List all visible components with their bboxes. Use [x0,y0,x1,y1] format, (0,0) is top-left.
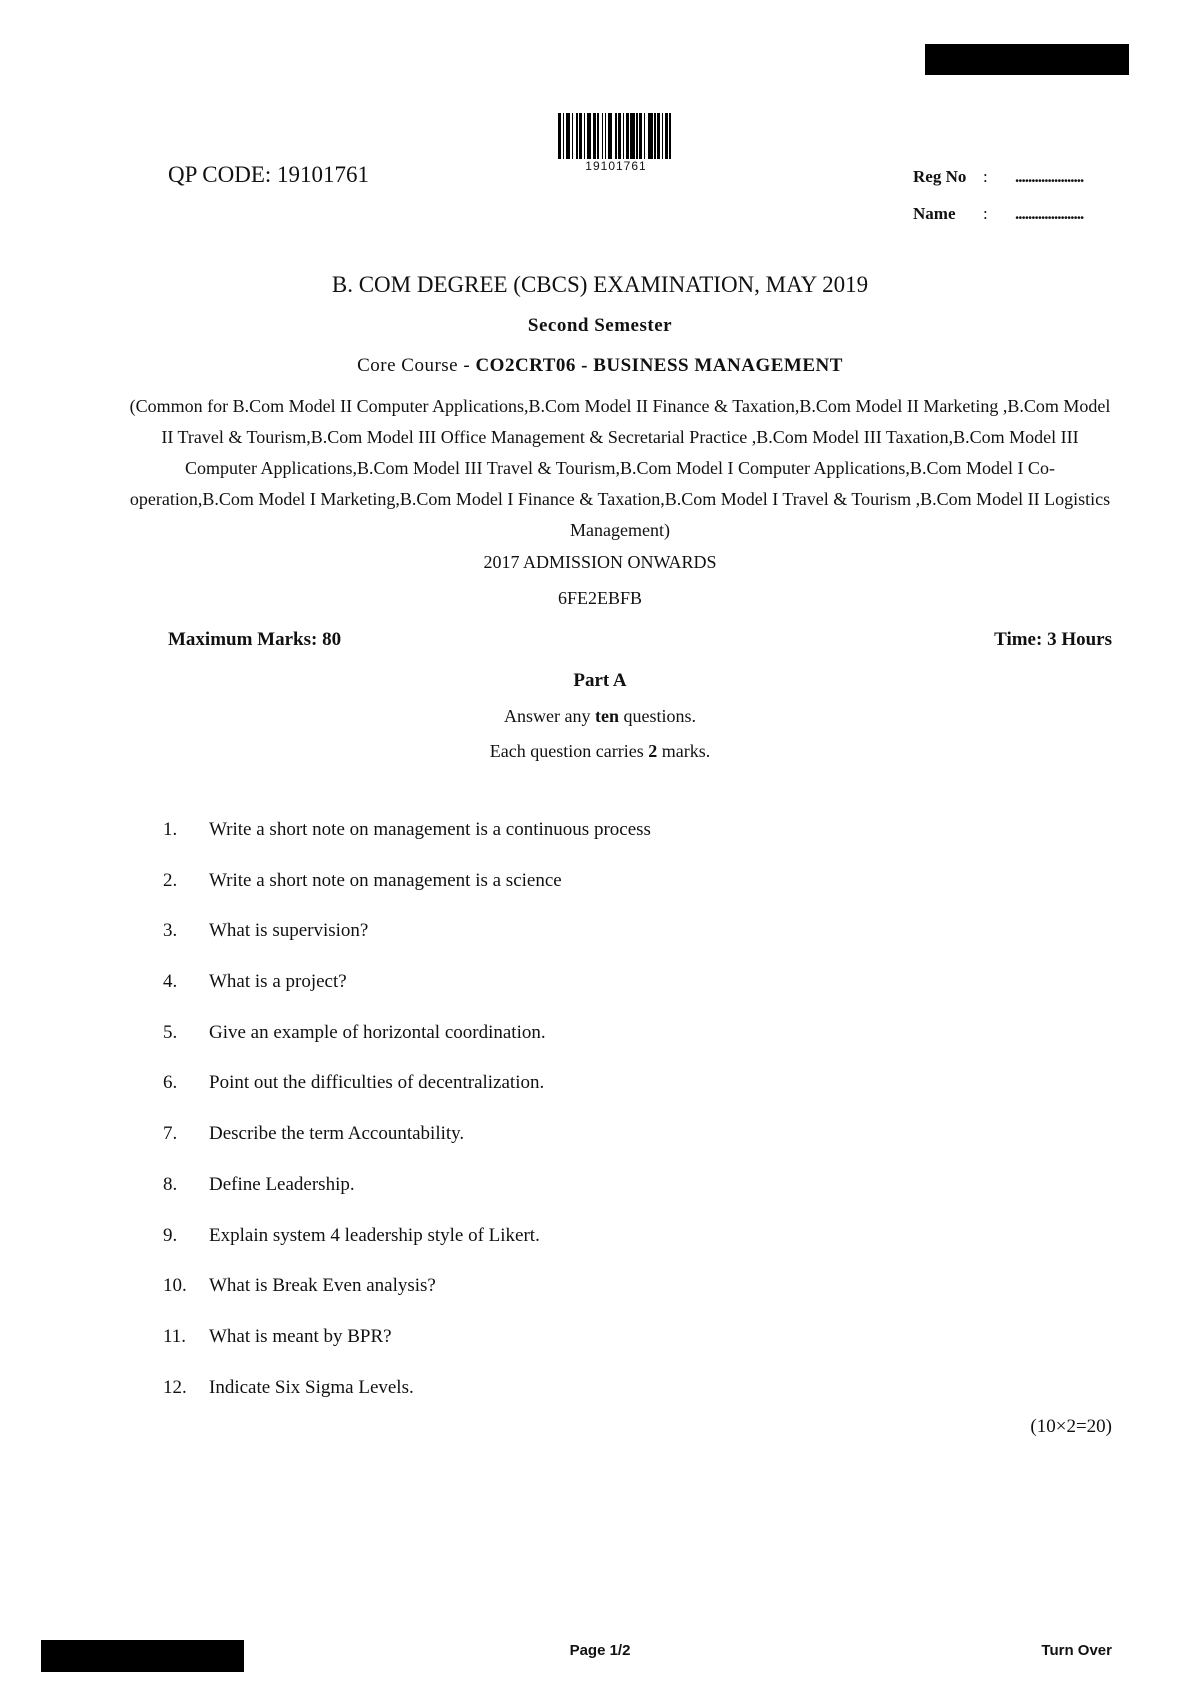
question-item [163,1377,651,1428]
question-item [163,870,651,921]
course-prefix: Core Course - [357,355,476,376]
redaction-bar-top-right [925,44,1129,75]
part-a-marks-instruction [120,741,1080,762]
question-number: 8. [163,1173,178,1195]
instruction-text-end: questions. [618,706,696,726]
exam-title: B. COM DEGREE (CBCS) EXAMINATION, MAY 2019 [331,272,869,297]
barcode-image [558,113,674,159]
question-number: 6. [163,1072,178,1094]
question-number: 9. [163,1224,178,1246]
barcode-number: 19101761 [585,159,647,173]
admission-line: 2017 ADMISSION ONWARDS [483,552,717,572]
question-number: 12. [163,1376,187,1398]
question-text: Describe the term Accountability. [209,1123,465,1145]
marks-text-end: marks. [657,741,711,761]
question-number: 11. [163,1325,187,1347]
question-number: 2. [163,869,178,891]
course-code-name: CO2CRT06 - BUSINESS MANAGEMENT [475,355,843,376]
turn-over-label: Turn Over [1041,1642,1112,1659]
question-number: 5. [163,1021,178,1043]
question-item [163,1022,651,1073]
question-number: 4. [163,971,178,993]
paper-code: 6FE2EBFB [557,588,643,608]
question-text: What is supervision? [209,920,369,942]
question-number: 1. [163,819,178,840]
marks-text: Each question carries [489,741,649,761]
page-number: Page 1/2 [569,1642,631,1659]
semester: Second Semester [527,315,673,336]
question-text: Define Leadership. [209,1173,355,1195]
question-item [163,1174,651,1225]
question-text: Indicate Six Sigma Levels. [209,1376,414,1398]
reg-no-label: Reg No [913,167,967,186]
common-for-note: (Common for B.Com Model II Computer Applications,B.Com Model II Finance & Taxation,B.Com Model II Marketing ,B.Com Model II Travel & Tourism,B.Com Model III Office Management & Secretarial Practice ,B.Com Model III Taxation,B.Com Model III Computer Applications,B.Com Model III Travel & Tourism,B.Com Model I Computer Applications,B.Com Model I Co-operation,B.Com Model I Marketing,B.Com Model I Finance & Taxation,B.Com Model I Travel & Tourism ,B.Com Model II Logistics Management) [129,396,1111,540]
name-label: Name [913,204,956,223]
question-item [163,971,651,1022]
question-number: 3. [163,920,178,942]
part-a-title: Part A [573,670,627,691]
time-allowed: Time: 3 Hours [994,629,1112,650]
question-item [163,1123,651,1174]
question-number: 10. [163,1275,187,1297]
course-line [120,355,1080,377]
max-marks: Maximum Marks: 80 [168,629,342,650]
question-item [163,1326,651,1377]
qp-code: QP CODE: 19101761 [168,162,370,187]
question-item [163,1072,651,1123]
question-text: Write a short note on management is a science [209,869,562,891]
instruction-text: Answer any [504,706,595,726]
part-a-total-marks: (10×2=20) [1030,1416,1112,1437]
question-item [163,1225,651,1276]
question-item [163,1275,651,1326]
reg-no-colon: : [983,167,988,186]
marks-count: 2 [648,741,658,761]
name-row [913,204,1083,224]
question-list [163,819,651,1427]
question-text: Write a short note on management is a continuous process [209,819,651,840]
reg-no-blank: ..................... [1015,167,1084,186]
redaction-bar-bottom-left [41,1640,244,1672]
question-number: 7. [163,1123,178,1145]
name-colon: : [983,204,988,223]
question-text: What is Break Even analysis? [209,1275,436,1297]
question-text: Explain system 4 leadership style of Likert. [209,1224,540,1246]
question-text: What is a project? [209,971,347,993]
question-text: What is meant by BPR? [209,1325,392,1347]
question-item [163,819,651,870]
question-text: Give an example of horizontal coordination. [209,1021,546,1043]
part-a-instruction [120,706,1080,727]
question-item [163,920,651,971]
reg-no-row [913,167,1083,187]
question-text: Point out the difficulties of decentralization. [209,1072,545,1094]
instruction-count: ten [594,706,619,726]
name-blank: ..................... [1015,204,1084,223]
